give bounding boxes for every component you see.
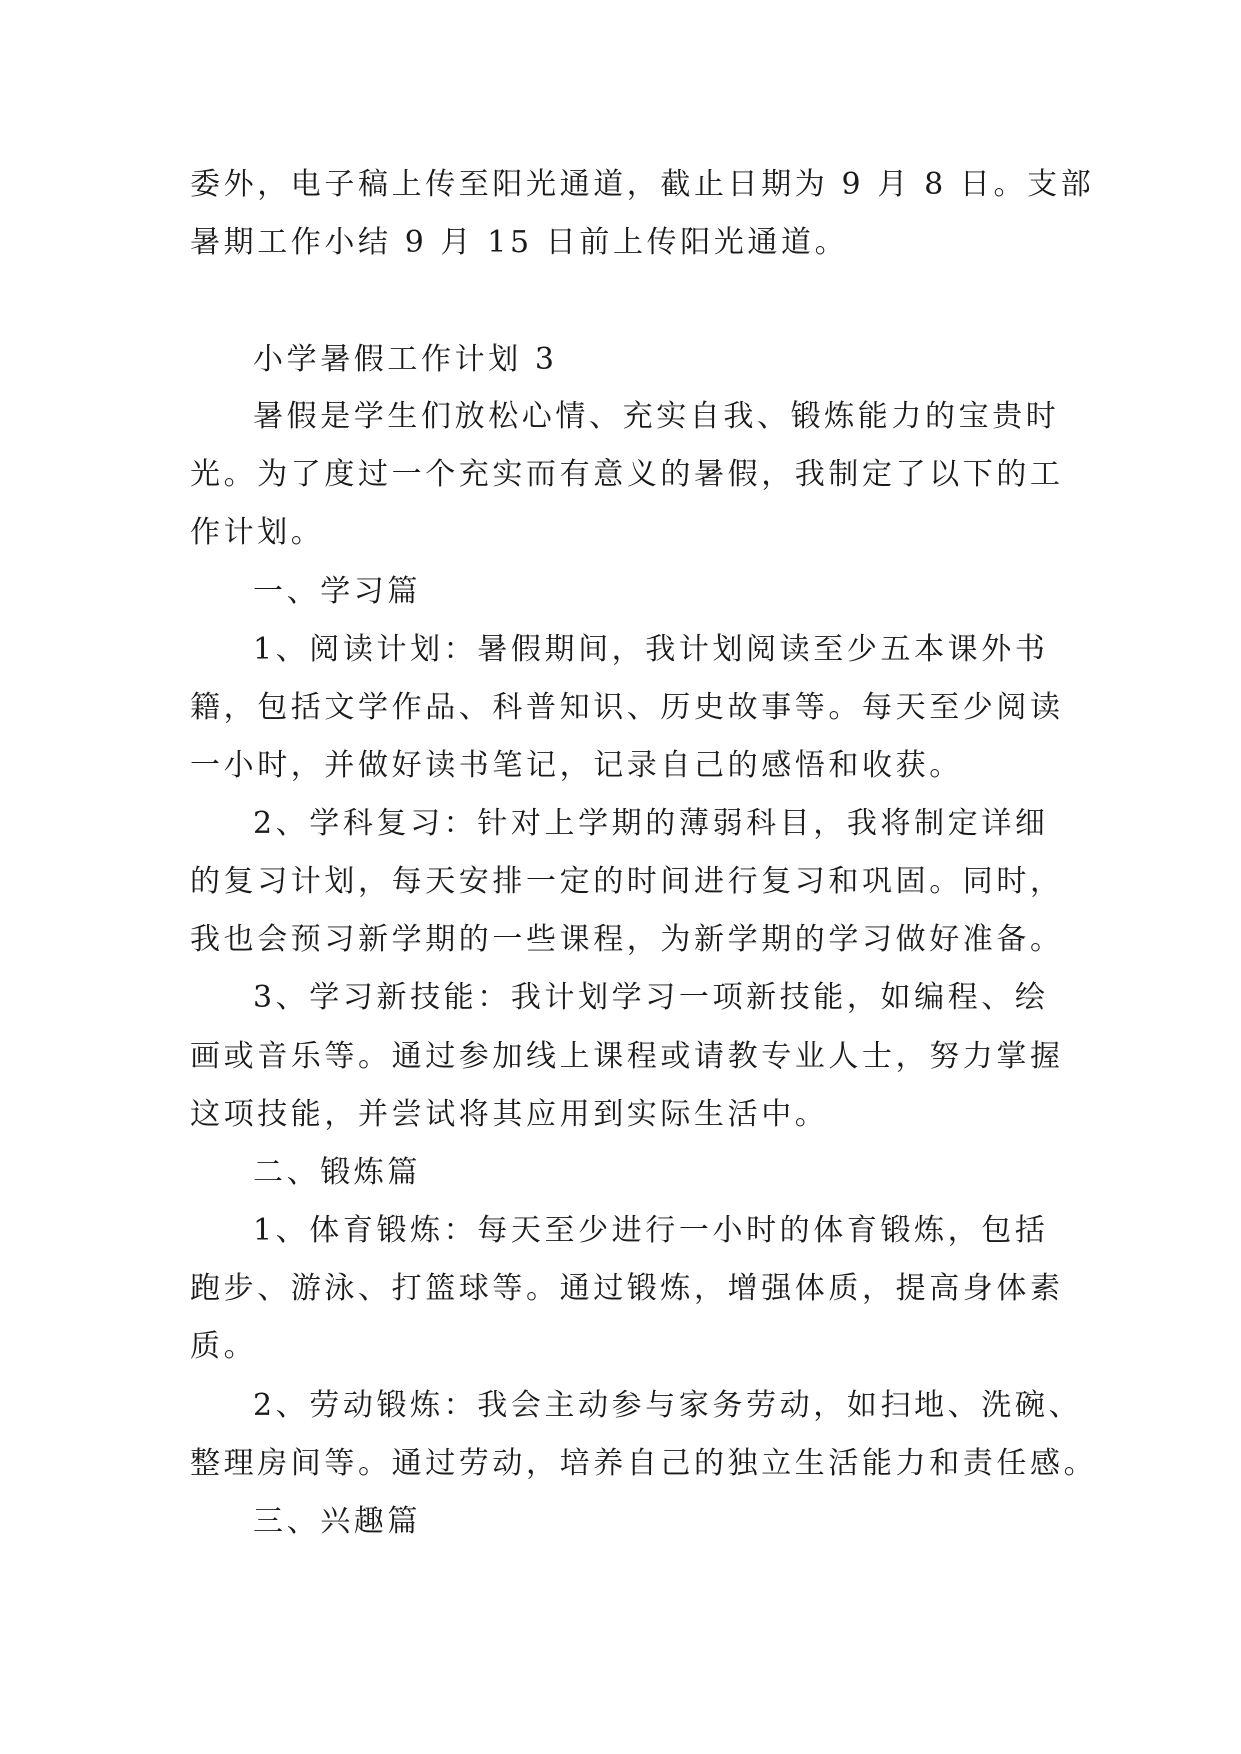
heading-study: 一、学习篇 bbox=[253, 574, 421, 609]
text-line-2: 暑期工作小结 9 月 15 日前上传阳光通道。 bbox=[190, 225, 849, 260]
text-line-14: 3、学习新技能：我计划学习一项新技能，如编程、绘 bbox=[253, 980, 1049, 1015]
text-line-5: 光。为了度过一个充实而有意义的暑假，我制定了以下的工 bbox=[190, 457, 1064, 492]
text-line-11: 2、学科复习：针对上学期的薄弱科目，我将制定详细 bbox=[253, 806, 1049, 841]
text-line-16: 这项技能，并尝试将其应用到实际生活中。 bbox=[190, 1097, 829, 1132]
text-line-20: 质。 bbox=[190, 1329, 258, 1364]
text-line-22: 整理房间等。通过劳动，培养自己的独立生活能力和责任感。 bbox=[190, 1446, 1098, 1481]
text-line-15: 画或音乐等。通过参加线上课程或请教专业人士，努力掌握 bbox=[190, 1039, 1064, 1074]
text-line-18: 1、体育锻炼：每天至少进行一小时的体育锻炼，包括 bbox=[253, 1213, 1049, 1248]
text-line-12: 的复习计划，每天安排一定的时间进行复习和巩固。同时， bbox=[190, 864, 1064, 899]
section-title: 小学暑假工作计划 3 bbox=[253, 342, 558, 377]
text-line-13: 我也会预习新学期的一些课程，为新学期的学习做好准备。 bbox=[190, 922, 1064, 957]
text-line-19: 跑步、游泳、打篮球等。通过锻炼，增强体质，提高身体素 bbox=[190, 1271, 1064, 1306]
text-line-8: 1、阅读计划：暑假期间，我计划阅读至少五本课外书 bbox=[253, 632, 1049, 667]
heading-interest: 三、兴趣篇 bbox=[253, 1504, 421, 1539]
text-line-4: 暑假是学生们放松心情、充实自我、锻炼能力的宝贵时 bbox=[253, 399, 1060, 434]
text-line-6: 作计划。 bbox=[190, 515, 325, 550]
text-line-9: 籍，包括文学作品、科普知识、历史故事等。每天至少阅读 bbox=[190, 690, 1064, 725]
text-line-21: 2、劳动锻炼：我会主动参与家务劳动，如扫地、洗碗、 bbox=[253, 1388, 1083, 1423]
heading-exercise: 二、锻炼篇 bbox=[253, 1155, 421, 1190]
text-line-1: 委外，电子稿上传至阳光通道，截止日期为 9 月 8 日。支部 bbox=[190, 167, 1095, 202]
text-line-10: 一小时，并做好读书笔记，记录自己的感悟和收获。 bbox=[190, 748, 963, 783]
